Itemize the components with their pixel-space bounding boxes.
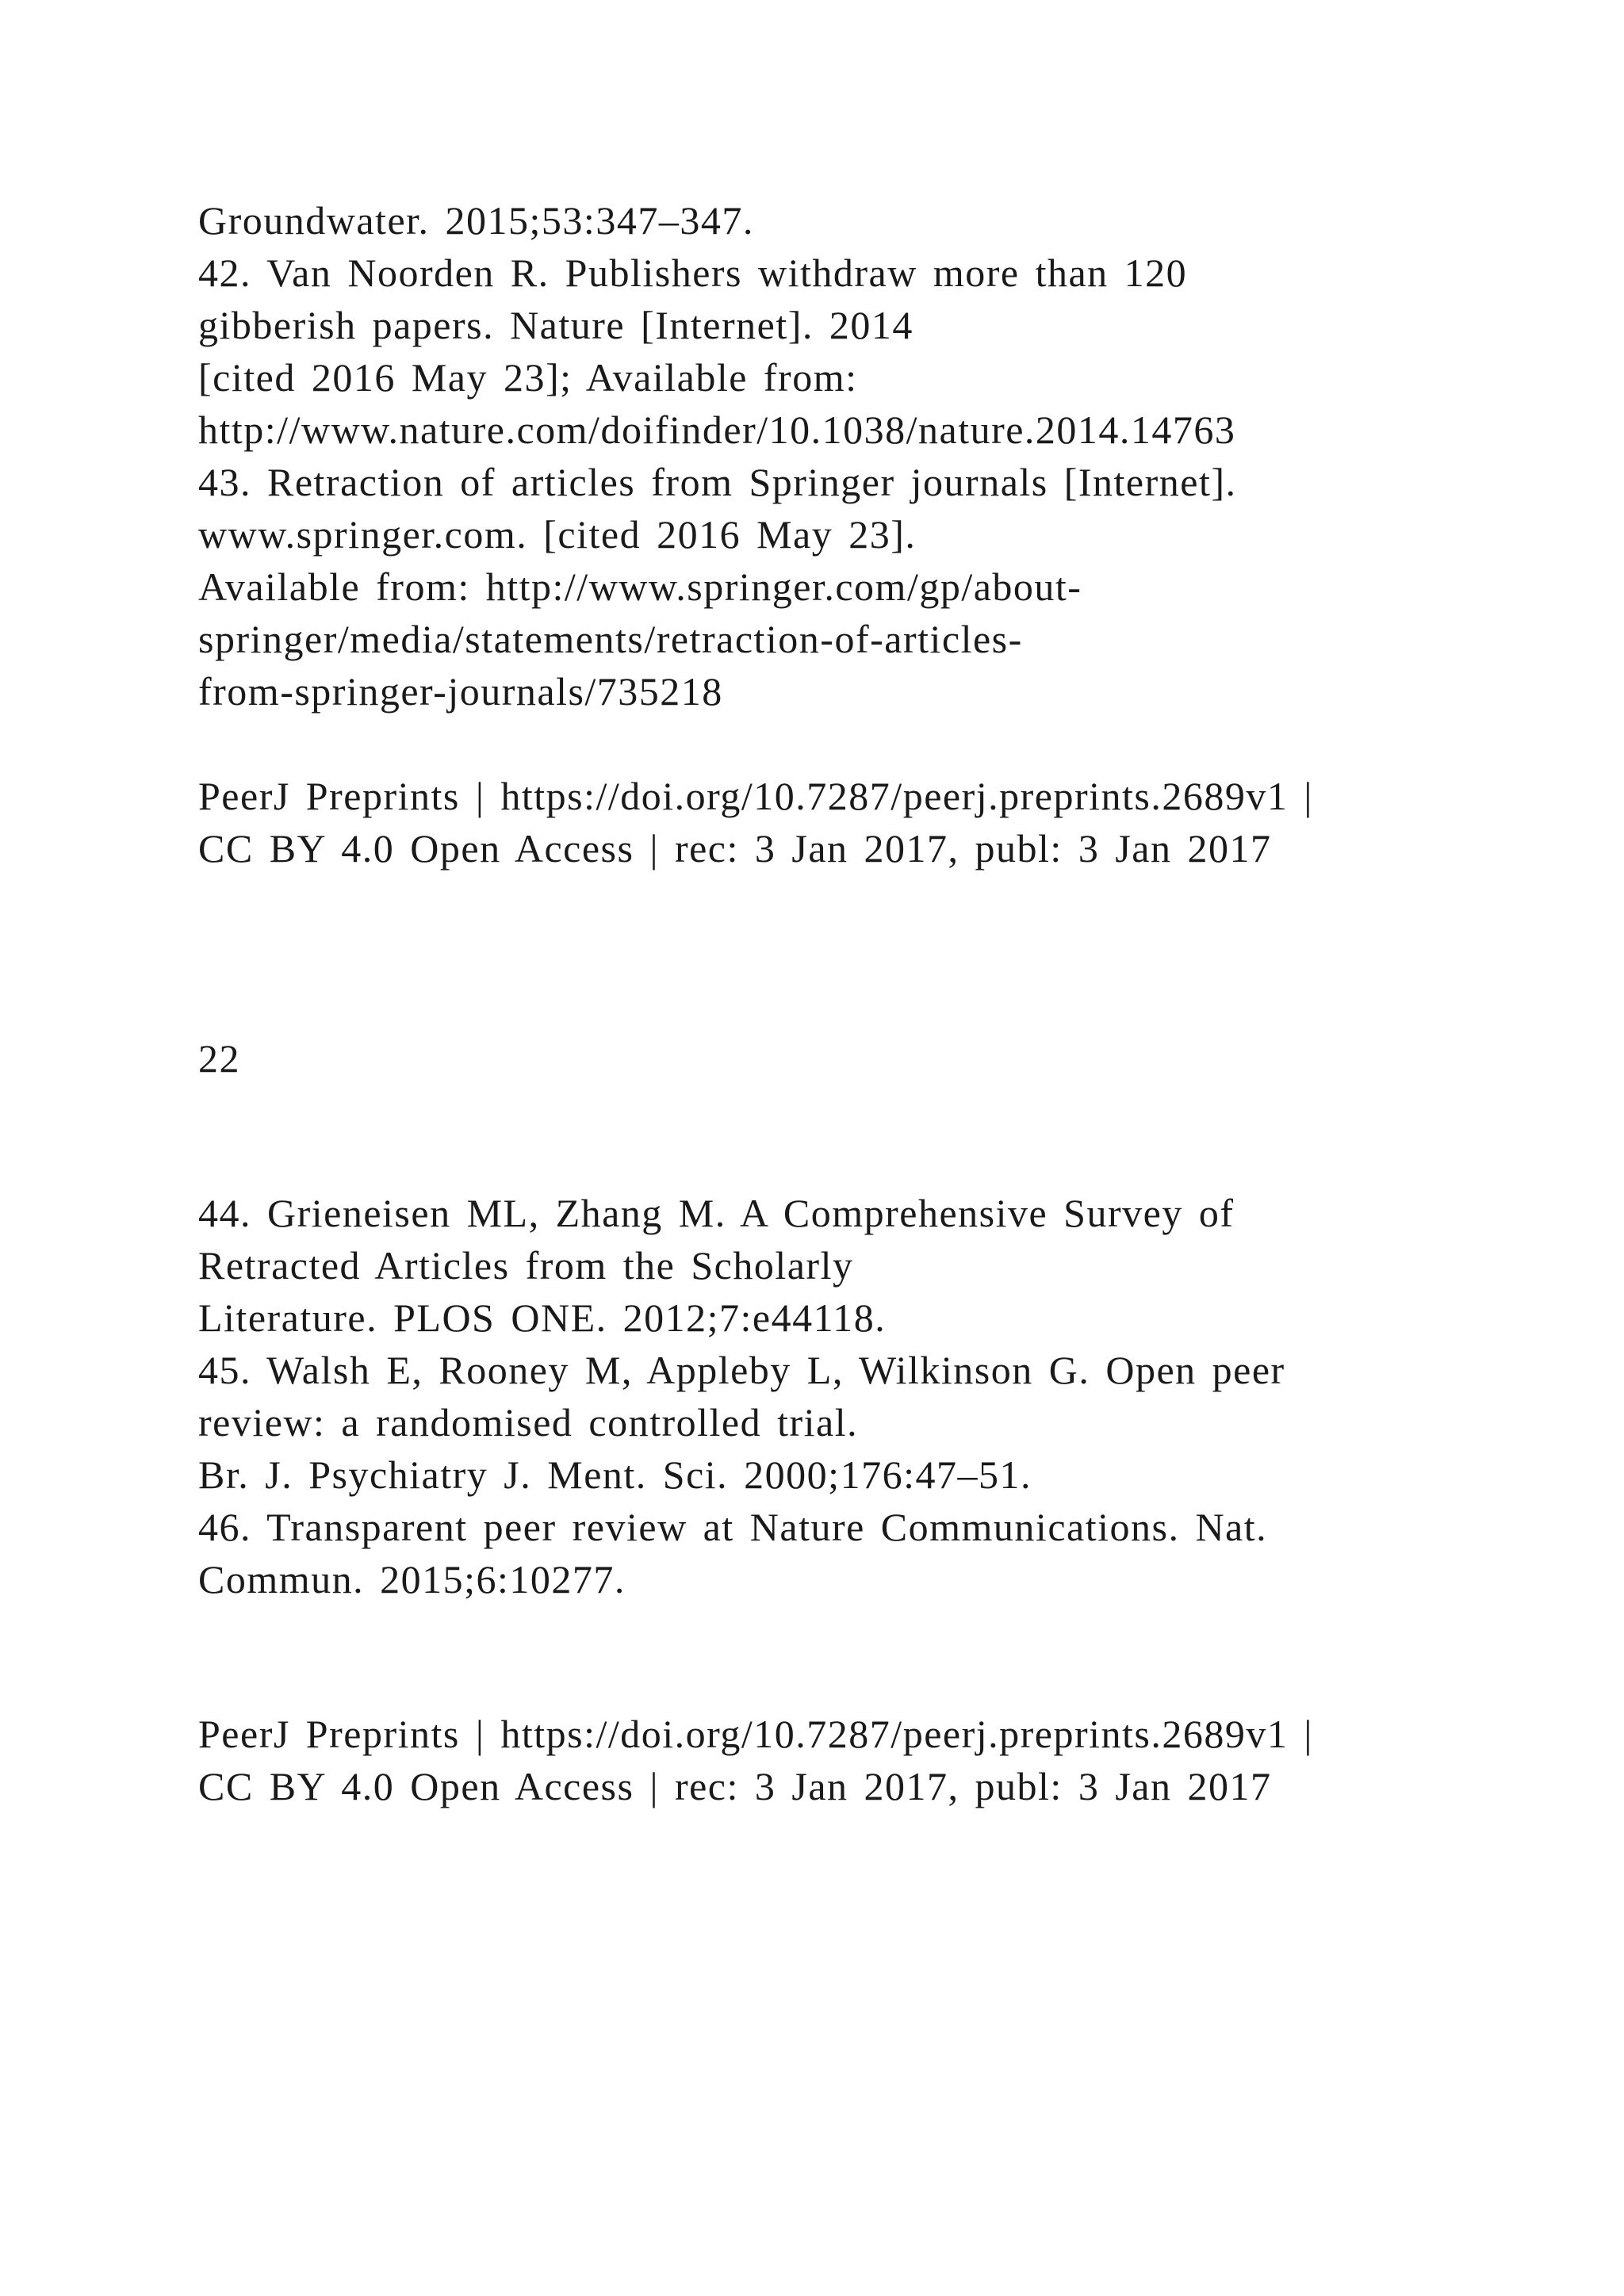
reference-43-line: 43. Retraction of articles from Springer journals [Internet]. (198, 460, 1237, 504)
reference-46-line: 46. Transparent peer review at Nature Communications. Nat. (198, 1505, 1268, 1549)
reference-line: Literature. PLOS ONE. 2012;7:e44118. (198, 1295, 887, 1340)
footer-license-line: CC BY 4.0 Open Access | rec: 3 Jan 2017, publ: 3 Jan 2017 (198, 826, 1272, 871)
preprint-footer (198, 1708, 1546, 1812)
reference-link[interactable]: from-springer-journals/735218 (198, 669, 723, 714)
reference-link[interactable]: springer/media/statements/retraction-of-articles- (198, 617, 1023, 661)
reference-link[interactable]: Available from: http://www.springer.com/gp/about- (198, 564, 1082, 609)
footer-license-line: CC BY 4.0 Open Access | rec: 3 Jan 2017, publ: 3 Jan 2017 (198, 1764, 1272, 1808)
reference-line: Commun. 2015;6:10277. (198, 1557, 626, 1601)
reference-line: Retracted Articles from the Scholarly (198, 1243, 854, 1288)
reference-line: gibberish papers. Nature [Internet]. 2014 (198, 303, 914, 347)
reference-42-line: 42. Van Noorden R. Publishers withdraw more than 120 (198, 251, 1188, 295)
references-block-1 (198, 194, 1546, 718)
reference-link[interactable]: http://www.nature.com/doifinder/10.1038/nature.2014.14763 (198, 408, 1236, 452)
reference-45-line: 45. Walsh E, Rooney M, Appleby L, Wilkinson G. Open peer (198, 1348, 1285, 1392)
reference-line: [cited 2016 May 23]; Available from: (198, 355, 858, 400)
footer-doi-line[interactable]: PeerJ Preprints | https://doi.org/10.7287/peerj.preprints.2689v1 | (198, 774, 1313, 818)
preprint-footer (198, 770, 1546, 874)
footer-doi-line[interactable]: PeerJ Preprints | https://doi.org/10.7287/peerj.preprints.2689v1 | (198, 1712, 1313, 1756)
page-number (198, 1032, 1546, 1085)
reference-line: www.springer.com. [cited 2016 May 23]. (198, 512, 917, 557)
reference-44-line: 44. Grieneisen ML, Zhang M. A Comprehensive Survey of (198, 1191, 1235, 1235)
reference-line: Br. J. Psychiatry J. Ment. Sci. 2000;176:47–51. (198, 1452, 1032, 1497)
references-block-2 (198, 1187, 1546, 1605)
reference-line: Groundwater. 2015;53:347–347. (198, 198, 754, 243)
page-number-text: 22 (198, 1036, 240, 1081)
reference-line: review: a randomised controlled trial. (198, 1400, 859, 1445)
